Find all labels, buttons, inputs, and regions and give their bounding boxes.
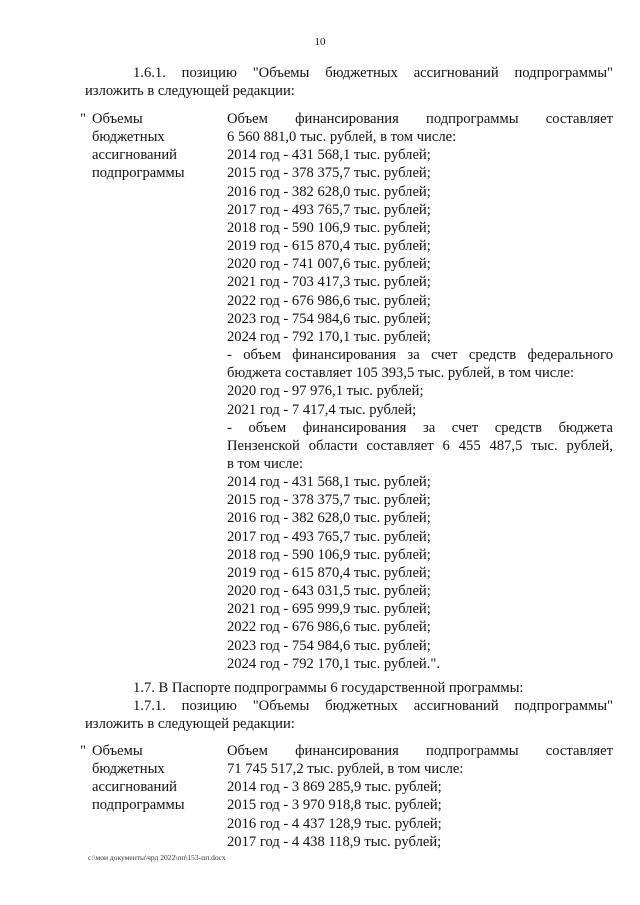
section2-right-line: 71 745 517,2 тыс. рублей, в том числе: xyxy=(227,761,464,778)
section1-intro-line1: 1.6.1. позицию "Объемы бюджетных ассигнований подпрограммы" xyxy=(133,65,613,81)
section1-right-line: 2021 год - 703 417,3 тыс. рублей; xyxy=(227,274,431,291)
section1-left-label xyxy=(92,110,212,182)
section1-right-line: 2015 год - 378 375,7 тыс. рублей; xyxy=(227,165,431,182)
section2-right-column xyxy=(227,742,613,851)
section1-right-line: 2014 год - 431 568,1 тыс. рублей; xyxy=(227,147,431,164)
section2-quote-mark: " xyxy=(80,743,86,759)
section1-right-column xyxy=(227,110,613,673)
section1-right-line: 2018 год - 590 106,9 тыс. рублей; xyxy=(227,219,431,236)
footer-file-path: c:\мои документы\чрд 2022\пп\153-пп.docx xyxy=(88,853,226,862)
section1-right-line: 2020 год - 97 976,1 тыс. рублей; xyxy=(227,383,424,400)
section1-right-line: 6 560 881,0 тыс. рублей, в том числе: xyxy=(227,129,457,146)
section1-right-line: 2014 год - 431 568,1 тыс. рублей; xyxy=(227,474,431,491)
section1-right-line: 2020 год - 643 031,5 тыс. рублей; xyxy=(227,583,431,600)
section1-right-line: 2021 год - 7 417,4 тыс. рублей; xyxy=(227,401,417,418)
section1-right-line: 2015 год - 378 375,7 тыс. рублей; xyxy=(227,492,431,509)
section2-left-label-line: подпрограммы xyxy=(92,797,185,813)
section2-left-label-line: бюджетных xyxy=(92,761,165,777)
section1-intro xyxy=(85,64,613,100)
section1-right-line: 2021 год - 695 999,9 тыс. рублей; xyxy=(227,601,431,618)
section1-right-line: 2022 год - 676 986,6 тыс. рублей; xyxy=(227,292,431,309)
section2-right-line: 2015 год - 3 970 918,8 тыс. рублей; xyxy=(227,797,442,814)
section1-right-line: 2018 год - 590 106,9 тыс. рублей; xyxy=(227,546,431,563)
section1-right-line: - объем финансирования за счет средств федерального xyxy=(227,347,613,364)
section2-intro-line2: изложить в следующей редакции: xyxy=(85,716,295,732)
section1-intro-line2: изложить в следующей редакции: xyxy=(85,83,295,99)
section1-right-line: 2020 год - 741 007,6 тыс. рублей; xyxy=(227,256,431,273)
section2-left-label xyxy=(92,742,212,814)
section1-left-label-line: Объемы xyxy=(92,111,143,127)
section1-right-line: 2024 год - 792 170,1 тыс. рублей; xyxy=(227,328,431,345)
section1-right-line: 2016 год - 382 628,0 тыс. рублей; xyxy=(227,183,431,200)
section1-right-line: 2017 год - 493 765,7 тыс. рублей; xyxy=(227,528,431,545)
section1-right-line: Пензенской области составляет 6 455 487,5 тыс. рублей, xyxy=(227,437,613,454)
section1-right-line: 2019 год - 615 870,4 тыс. рублей; xyxy=(227,238,431,255)
page-number: 10 xyxy=(314,36,326,48)
section1-quote-mark: " xyxy=(80,111,86,127)
section1-right-line: 2019 год - 615 870,4 тыс. рублей; xyxy=(227,564,431,581)
section2-right-line: 2016 год - 4 437 128,9 тыс. рублей; xyxy=(227,815,442,832)
section1-right-line: Объем финансирования подпрограммы составляет xyxy=(227,111,613,127)
section2-intro-line1: 1.7.1. позицию "Объемы бюджетных ассигнований подпрограммы" xyxy=(133,698,613,714)
section1-right-line: 2023 год - 754 984,6 тыс. рублей; xyxy=(227,310,431,327)
section1-right-line: 2022 год - 676 986,6 тыс. рублей; xyxy=(227,619,431,636)
section1-right-line: 2023 год - 754 984,6 тыс. рублей; xyxy=(227,637,431,654)
section1-left-label-line: бюджетных xyxy=(92,129,165,145)
section1-right-line: - объем финансирования за счет средств бюджета xyxy=(227,419,613,436)
section1-right-line: 2017 год - 493 765,7 тыс. рублей; xyxy=(227,201,431,218)
section2-right-line: 2014 год - 3 869 285,9 тыс. рублей; xyxy=(227,779,442,796)
section1-left-label-line: подпрограммы xyxy=(92,165,185,181)
section1-left-label-line: ассигнований xyxy=(92,147,177,163)
section1-right-line: 2016 год - 382 628,0 тыс. рублей; xyxy=(227,510,431,527)
section2-right-line: 2017 год - 4 438 118,9 тыс. рублей; xyxy=(227,833,442,850)
section2-left-label-line: Объемы xyxy=(92,743,143,759)
section2-intro xyxy=(85,697,613,733)
section1-right-line: в том числе: xyxy=(227,455,304,472)
section2-heading: 1.7. В Паспорте подпрограммы 6 государственной программы: xyxy=(133,680,524,696)
section1-right-line: 2024 год - 792 170,1 тыс. рублей.". xyxy=(227,655,440,672)
section2-right-line: Объем финансирования подпрограммы составляет xyxy=(227,743,613,759)
section1-right-line: бюджета составляет 105 393,5 тыс. рублей, в том числе: xyxy=(227,365,575,382)
section2-left-label-line: ассигнований xyxy=(92,779,177,795)
